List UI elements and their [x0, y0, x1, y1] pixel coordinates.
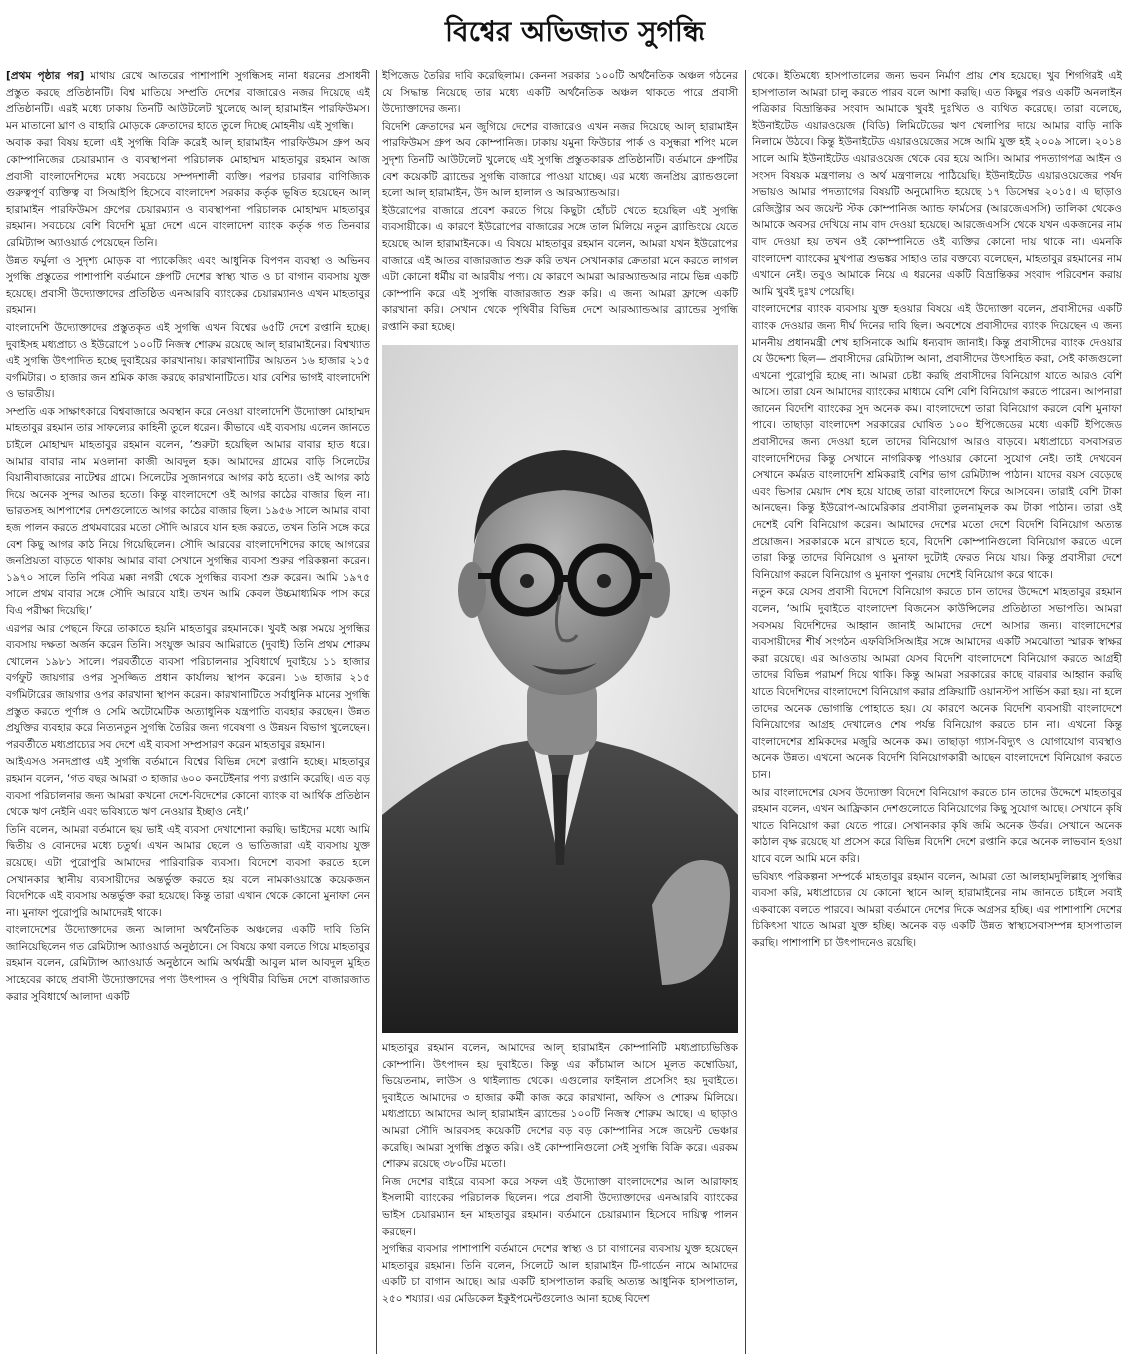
- article-column-1: [6, 68, 370, 1356]
- column-divider: [376, 70, 377, 1354]
- article-paragraph: সুগন্ধির ব্যবসার পাশাপাশি বর্তমানে দেশের স্বাস্থ্য ও চা বাগানের ব্যবসায় যুক্ত হয়েছেন মাহতাবুর রহমান। তিনি বলেন, সিলেটে আল হারামাইন টি-গার্ডেন নামে আমাদের একটি চা বাগান আছে। আর একটি হাসপাতাল করছি অত্যন্ত আধুনিক হাসপাতাল, ২৫০ শয্যার। এর মেডিকেল ইকুইপমেন্টগুলোও আনা হচ্ছে বিদেশ: [382, 1243, 738, 1305]
- article-paragraph: [6, 68, 370, 134]
- portrait-illustration: [382, 345, 738, 1033]
- article-paragraph: এরপর আর পেছনে ফিরে তাকাতে হয়নি মাহতাবুর রহমানকে। খুবই অল্প সময়ে সুগন্ধির ব্যবসায় দক্ষতা অর্জন করেন তিনি। সংযুক্ত আরব আমিরাতে (দুবাই) তিনি প্রথম শোরুম খোলেন ১৯৮১ সালে। পরবর্তীতে ব্যবসা পরিচালনার সুবিধার্থে দুবাইয়ে ১১ হাজার বর্গফুট জায়গার ওপর সুসজ্জিত প্রধান কার্যালয় স্থাপন করেন। ১৬ হাজার ২১৫ বর্গমিটারের জায়গার ওপর কারখানা স্থাপন করেন। কারখানাটিতে সর্বাধুনিক মানের সুগন্ধি প্রস্তুত করতে পূর্ণাঙ্গ ও সেমি অটোমেটিক অত্যাধুনিক যন্ত্রপাতি ব্যবহার করছেন। উন্নত প্রযুক্তির ব্যবহার করে নিত্যনতুন সুগন্ধি তৈরির জন্য গবেষণা ও উন্নয়ন বিভাগ খুলেছেন। পরবর্তীতে মধ্যপ্রাচ্যের সব দেশে এই ব্যবসা সম্প্রসারণ করেন মাহতাবুর রহমান।: [6, 622, 370, 751]
- article-paragraph: তিনি বলেন, আমরা বর্তমানে ছয় ভাই এই ব্যবসা দেখাশোনা করছি। ভাইদের মধ্যে আমি দ্বিতীয় ও বোনদের মধ্যে চতুর্থ। এখন আমার ছেলে ও ভাতিজারা এই ব্যবসায় যুক্ত রয়েছে। এটা পুরোপুরি আমাদের পারিবারিক ব্যবসা। বিদেশে ব্যবসা করতে হলে সেখানকার স্থানীয় ব্যবসায়ীদের অন্তর্ভুক্ত করতে হয় বলে নামকাওয়াস্তে কয়েকজন বিদেশিকে এই ব্যবসায় অন্তর্ভুক্ত করা হয়েছে। কিন্তু তারা এখান থেকে কোনো মুনাফা নেন না। মুনাফা পুরোপুরি আমাদেরই থাকে।: [6, 823, 370, 919]
- column-divider: [745, 70, 746, 1354]
- article-paragraph: নতুন করে যেসব প্রবাসী বিদেশে বিনিয়োগ করতে চান তাদের উদ্দেশে মাহতাবুর রহমান বলেন, ‘আমি দুবাইতে বাংলাদেশ বিজনেস কাউন্সিলের প্রতিষ্ঠাতা সভাপতি। আমরা সবসময় বিদেশিদের আহ্বান জানাই আমাদের দেশে আসার জন্য। বাংলাদেশের ব্যবসায়ীদের শীর্ষ সংগঠন এফবিসিসিআইর সঙ্গে আমাদের একটি সমঝোতা স্মারক স্বাক্ষর করা রয়েছে। এর আওতায় আমরা যেসব বিদেশি বাংলাদেশে বিনিয়োগ করতে আগ্রহী তাদের বিভিন্ন পরামর্শ দিয়ে থাকি। কিন্তু আমরা সরকারের কাছে বারবার আহ্বান করছি যাতে বিদেশিদের বাংলাদেশে বিনিয়োগ করার প্রক্রিয়াটি ওয়ানস্টপ সার্ভিস করা হয়। না হলে তাদের অনেক ভোগান্তি পোহাতে হয়। যে কারণে অনেক বিদেশি ব্যবসায়ী বাংলাদেশে বিনিয়োগের আগ্রহ দেখালেও শেষ পর্যন্ত বিনিয়োগ করতে চান না। এখনো কিন্তু বাংলাদেশের শ্রমিকদের মজুরি অনেক কম। তাছাড়া গ্যাস-বিদ্যুৎ ও যোগাযোগ ব্যবস্থাও অনেক উন্নত। এখনো অনেক বিদেশি বিনিয়োগকারী আছেন বাংলাদেশে বিনিয়োগ করতে চান।: [752, 586, 1122, 781]
- article-paragraph: মাহতাবুর রহমান বলেন, আমাদের আল্‌ হারামাইন কোম্পানিটি মধ্যপ্রাচ্যভিত্তিক কোম্পানি। উৎপাদন হয় দুবাইতে। কিন্তু এর কাঁচামাল আসে মূলত কম্বোডিয়া, ভিয়েতনাম, লাউস ও থাইল্যান্ড থেকে। এগুলোর ফাইনাল প্রসেসিং হয় দুবাইতে। দুবাইতে আমাদের ৩ হাজার কর্মী কাজ করে কারখানা, অফিস ও শোরুম মিলিয়ে। মধ্যপ্রাচ্যে আমাদের আল্‌ হারামাইন ব্র্যান্ডের ১০০টি নিজস্ব শোরুম আছে। এ ছাড়াও আমরা সৌদি আরবসহ কয়েকটি দেশের বড় বড় কোম্পানির সঙ্গে জয়েন্ট ভেঞ্চার করেছি। আমরা সুগন্ধি প্রস্তুত করি। ওই কোম্পানিগুলো সেই সুগন্ধি বিক্রি করে। এরকম শোরুম রয়েছে ৩৮০টির মতো।: [382, 1042, 738, 1171]
- article-paragraph: আইএসও সনদপ্রাপ্ত এই সুগন্ধি বর্তমানে বিশ্বের বিভিন্ন দেশে রপ্তানি হচ্ছে। মাহতাবুর রহমান বলেন, ‘গত বছর আমরা ৩ হাজার ৬০০ কনটেইনার পণ্য রপ্তানি করেছি। এত বড় ব্যবসা পরিচালনার জন্য আমরা কখনো দেশে-বিদেশের কোনো ব্যাংক বা আর্থিক প্রতিষ্ঠান থেকে ঋণ নেইনি এবং ভবিষ্যতে ঋণ নেওয়ার ইচ্ছাও নেই।’: [6, 756, 370, 819]
- article-paragraph: বাংলাদেশি উদ্যোক্তাদের প্রস্তুতকৃত এই সুগন্ধি এখন বিশ্বের ৬৫টি দেশে রপ্তানি হচ্ছে। দুবাইসহ মধ্যপ্রাচ্য ও ইউরোপে ১০০টি নিজস্ব শোরুম রয়েছে আল্‌ হারামাইনের। বিশ্বখ্যাত এই সুগন্ধি উৎপাদিত হচ্ছে দুবাইয়ের কারখানায়। কারখানাটির আয়তন ১৬ হাজার ২১৫ বর্গমিটার। ৩ হাজার জন শ্রমিক কাজ করছে কারখানাটিতে। যার বেশির ভাগই বাংলাদেশি ও ভারতীয়।: [6, 321, 370, 401]
- article-paragraph: সম্প্রতি এক সাক্ষাৎকারে বিশ্ববাজারে অবস্থান করে নেওয়া বাংলাদেশি উদ্যোক্তা মোহাম্মদ মাহতাবুর রহমান তার সাফল্যের কাহিনী তুলে ধরেন। কীভাবে এই ব্যবসায় এলেন জানতে চাইলে মোহাম্মদ মাহতাবুর রহমান বলেন, ‘শুরুটা হয়েছিল আমার বাবার হাত ধরে। আমার বাবার নাম মওলানা কাজী আবদুল হক। আমাদের গ্রামের বাড়ি সিলেটের বিয়ানীবাজারের নাটেশ্বর গ্রামে। সিলেটের সুজানগরে আগর কাঠ হতো। ওই আগর কাঠ দিয়ে অনেক সুন্দর আতর হতো। কিন্তু বাংলাদেশে ওই আগর কাঠের বাজার ছিল না। ভারতসহ আশপাশের দেশগুলোতে আগর কাঠের বাজার ছিল। ১৯৫৬ সালে আমার বাবা হজ পালন করতে প্রথমবারের মতো সৌদি আরবে যান হজ করতে, তখন তিনি সঙ্গে করে বেশ কিছু আগর কাঠ নিয়ে গিয়েছিলেন। সৌদি আরবের বাংলাদেশিদের কাছে আগরের জনপ্রিয়তা বাড়তে থাকায় আমার বাবা সেখানে সুগন্ধির ব্যবসা শুরুর পরিকল্পনা করেন। ১৯৭০ সালে তিনি পবিত্র মক্কা নগরী থেকে সুগন্ধির ব্যবসা শুরু করেন। আমি ১৯৭৫ সালে প্রথম বাবার সঙ্গে সৌদি আরবে যাই। তখন আমি কেবল উচ্চমাধ্যমিক পাস করে বিএ পরীক্ষা দিয়েছি।’: [6, 405, 370, 617]
- article-paragraph: উন্নত ফর্মুলা ও সুদৃশ্য মোড়ক বা প্যাকেজিং এবং আধুনিক বিপণন ব্যবস্থা ও অভিনব সুগন্ধি প্রস্তুতের পাশাপাশি বর্তমানে গ্রুপটি দেশের স্বাস্থ্য খাত ও চা বাগান ব্যবসায় যুক্ত হয়েছে। প্রবাসী উদ্যোক্তাদের প্রতিষ্ঠিত এনআরবি ব্যাংকের চেয়ারম্যানও এখন মাহতাবুর রহমান।: [6, 254, 370, 317]
- article-column-3: [752, 68, 1122, 1356]
- article-paragraph: বাংলাদেশের উদ্যোক্তাদের জন্য আলাদা অর্থনৈতিক অঞ্চলের একটি দাবি তিনি জানিয়েছিলেন গত রেমিট্যান্স অ্যাওয়ার্ড অনুষ্ঠানে। সে বিষয়ে কথা বলতে গিয়ে মাহতাবুর রহমান বলেন, রেমিট্যান্স অ্যাওয়ার্ড অনুষ্ঠানে আমি অর্থমন্ত্রী আবুল মাল আবদুল মুহিত সাহেবের কাছে প্রবাসী উদ্যোক্তাদের পণ্য উৎপাদন ও পৃথিবীর বিভিন্ন দেশে বাজারজাত করার সুবিধার্থে আলাদা একটি: [6, 924, 370, 1003]
- portrait-photo: [382, 345, 738, 1033]
- paragraph-text: মাথায় রেখে আতরের পাশাপাশি সুগন্ধিসহ নানা ধরনের প্রসাধনী প্রস্তুত করছে প্রতিষ্ঠানটি। বিশ্ব মাতিয়ে সম্প্রতি দেশের বাজারেও নজর দিয়েছে এই প্রতিষ্ঠানটি। এরই মধ্যে ঢাকায় তিনটি আউটলেট খুলেছে আল্‌ হারামাইন পারফিউমস। মন মাতানো ঘ্রাণ ও বাহারি মোড়কে ক্রেতাদের হাতে তুলে দিচ্ছে মোহনীয় এই সুগন্ধি।: [6, 70, 370, 132]
- article-column-2-bottom: [382, 1040, 738, 1356]
- article-paragraph: অবাক করা বিষয় হলো এই সুগন্ধি বিক্রি করেই আল্‌ হারামাইন পারফিউমস গ্রুপ অব কোম্পানিজের চেয়ারম্যান ও ব্যবস্থাপনা পরিচালক মোহাম্মদ মাহতাবুর রহমান আজ প্রবাসী বাংলাদেশিদের মধ্যে সবচেয়ে সম্পদশালী ব্যক্তি। পরপর চারবার বাণিজ্যিক গুরুত্বপূর্ণ ব্যক্তিত্ব বা সিআইপি হিসেবে বাংলাদেশ সরকার কর্তৃক ভূষিত হয়েছেন আল্‌ হারামাইন পারফিউমস গ্রুপের চেয়ারম্যান ও ব্যবস্থাপনা পরিচালক মোহাম্মদ মাহতাবুর রহমান। সবচেয়ে বেশি বিদেশি মুদ্রা দেশে এনে বাংলাদেশ ব্যাংক কর্তৃক গত তিনবার রেমিট্যান্স অ্যাওয়ার্ড পেয়েছেন তিনি।: [6, 137, 370, 249]
- article-paragraph: বাংলাদেশের ব্যাংক ব্যবসায় যুক্ত হওয়ার বিষয়ে এই উদ্যোক্তা বলেন, প্রবাসীদের একটি ব্যাংক দেওয়ার জন্য দীর্ঘ দিনের দাবি ছিল। অবশেষে প্রবাসীদের ব্যাংক দিয়েছেন এ জন্য মাননীয় প্রধানমন্ত্রী শেখ হাসিনাকে আমি ধন্যবাদ জানাই। কিন্তু প্রবাসীদের ব্যাংক দেওয়ার যে উদ্দেশ্য ছিল— প্রবাসীদের রেমিট্যান্স আনা, প্রবাসীদের উৎসাহিত করা, সেই কাজগুলো এখনো পুরোপুরি হচ্ছে না। আমরা চেষ্টা করছি প্রবাসীদের বিনিয়োগ যাতে আরও বেশি আসে। তারা যেন আমাদের ব্যাংকের মাধ্যমে বেশি বেশি বিনিয়োগ করতে পারেন। আপনারা জানেন বিদেশি ব্যাংকের সুদ অনেক কম। বাংলাদেশে তারা বিনিয়োগ করলে বেশি মুনাফা পাবে। তাছাড়া বাংলাদেশ সরকারের ঘোষিত ১০০ ইপিজেডের মধ্যে একটি ইপিজেড প্রবাসীদের জন্য দেওয়া হলে তাদের বিনিয়োগ আরও বাড়বে। মধ্যপ্রাচ্যে বসবাসরত বাংলাদেশিদের কিন্তু সেখানে নাগরিকত্ব পাওয়ার কোনো সুযোগ নেই। তাই দেখবেন সেখানে কর্মরত বাংলাদেশি শ্রমিকরাই বেশির ভাগ রেমিট্যান্স পাঠান। যাদের বয়স বেড়েছে এবং ভিসার মেয়াদ শেষ হয়ে যাচ্ছে তারা বাংলাদেশে ফিরে আসবেন। তারাই বেশি টাকা আনছেন। কিন্তু ইউরোপ-আমেরিকার প্রবাসীরা তুলনামূলক কম টাকা পাঠান। তারা ওই দেশেই বেশি বিনিয়োগ করেন। আমাদের দেশের মতো দেশে বিদেশি বিনিয়োগ অত্যন্ত প্রয়োজন। সরকারকে মনে রাখতে হবে, বিদেশি কোম্পানিগুলো বিনিয়োগ করতে এলে তারা কিন্তু তাদের বিনিয়োগ ও মুনাফা দুটোই ফেরত নিয়ে যায়। কিন্তু প্রবাসীরা দেশে বিনিয়োগ করলে বিনিয়োগ ও মুনাফা পুনরায় দেশেই বিনিয়োগ করে থাকে।: [752, 303, 1122, 581]
- article-paragraph: ইপিজেড তৈরির দাবি করেছিলাম। কেননা সরকার ১০০টি অর্থনৈতিক অঞ্চল গঠনের যে সিদ্ধান্ত নিয়েছে তার মধ্যে একটি অর্থনৈতিক অঞ্চল থাকতে পারে প্রবাসী উদ্যোক্তাদের জন্য।: [382, 70, 738, 116]
- article-paragraph: নিজ দেশের বাইরে ব্যবসা করে সফল এই উদ্যোক্তা বাংলাদেশের আল আরাফাহ ইসলামী ব্যাংকের পরিচালক ছিলেন। পরে প্রবাসী উদ্যোক্তাদের এনআরবি ব্যাংকের ভাইস চেয়ারম্যান হন মাহতাবুর রহমান। বর্তমানে চেয়ারম্যান হিসেবে দায়িত্ব পালন করছেন।: [382, 1175, 738, 1238]
- continuation-tag: [প্রথম পৃষ্ঠার পর]: [6, 70, 85, 82]
- article-paragraph: বিদেশি ক্রেতাদের মন জুগিয়ে দেশের বাজারেও এখন নজর দিয়েছে আল্‌ হারামাইন পারফিউমস গ্রুপ অব কোম্পানিজ। ঢাকায় যমুনা ফিউচার পার্ক ও বসুন্ধরা শপিং মলে সুদৃশ্য তিনটি আউটলেট খুলেছে এই সুগন্ধি প্রস্তুতকারক প্রতিষ্ঠানটি। বর্তমানে গ্রুপটির বেশ কয়েকটি ব্র্যান্ডের সুগন্ধি বাজারে পাওয়া যাচ্ছে। এর মধ্যে জনপ্রিয় ব্র্যান্ডগুলো হলো আল্‌ হারামাইন, উদ আল হালাল ও আরঅ্যান্ডআর।: [382, 120, 738, 200]
- article-paragraph: ভবিষ্যৎ পরিকল্পনা সম্পর্কে মাহতাবুর রহমান বলেন, আমরা তো আলহামদুলিল্লাহ সুগন্ধির ব্যবসা করি, মধ্যপ্রাচ্যের যে কোনো স্থানে আল্‌ হারামাইনের নাম জানতে চাইলে সবাই একবাক্যে বলতে পারবে। আমরা বর্তমানে দেশের দিকে অগ্রসর হচ্ছি। এর পাশাপাশি দেশের চিকিৎসা খাতে আমরা যুক্ত হচ্ছি। অনেক বড় একটি উন্নত স্বাস্থ্যসেবাসম্পন্ন হাসপাতাল করছি। পাশাপাশি চা উৎপাদনেও রয়েছি।: [752, 870, 1122, 949]
- article-paragraph: ইউরোপের বাজারে প্রবেশ করতে গিয়ে কিছুটা হোঁচট খেতে হয়েছিল এই সুগন্ধি ব্যবসায়ীকে। এ কারণে ইউরোপের বাজারের সঙ্গে তাল মিলিয়ে নতুন ব্র্যান্ডিংয়ে যেতে হয়েছে আল হারামাইনকে। এ বিষয়ে মাহতাবুর রহমান বলেন, আমরা যখন ইউরোপের বাজারে এই আতর বাজারজাত শুরু করি তখন সেখানকার ক্রেতারা মনে করতে লাগল এটা কোনো ধর্মীয় বা আরবীয় পণ্য। যে কারণে আমরা আরঅ্যান্ডআর নামে ভিন্ন একটি কোম্পানি করে এই সুগন্ধি বাজারজাত শুরু করি। এ জন্য আমরা ফ্রান্সে একটি কারখানা করি। সেখান থেকে পৃথিবীর বিভিন্ন দেশে আরঅ্যান্ডআর ব্র্যান্ডের সুগন্ধি রপ্তানি করা হচ্ছে।: [382, 204, 738, 333]
- article-paragraph: আর বাংলাদেশের যেসব উদ্যোক্তা বিদেশে বিনিয়োগ করতে চান তাদের উদ্দেশে মাহতাবুর রহমান বলেন, এখন আফ্রিকান দেশগুলোতে বিনিয়োগের কিছু সুযোগ আছে। সেখানে কৃষি খাতে বিনিয়োগ করা যেতে পারে। সেখানকার কৃষি জমি অনেক উর্বর। সেখানে অনেক কাঠাল বৃক্ষ রয়েছে যা প্রসেস করে বিভিন্ন বিদেশি দেশে রপ্তানি করে অনেক লাভবান হওয়া যাবে বলে আমি মনে করি।: [752, 786, 1122, 865]
- headline-area: [0, 0, 1131, 58]
- article-headline: বিশ্বের অভিজাত সুগন্ধি: [444, 15, 706, 48]
- article-column-2-top: [382, 68, 738, 338]
- article-paragraph: থেকে। ইতিমধ্যে হাসপাতালের জন্য ভবন নির্মাণ প্রায় শেষ হয়েছে। খুব শিগগিরই এই হাসপাতাল আমরা চালু করতে পারব বলে আশা করছি। এত কিছুর পরও একটি অনলাইন পত্রিকার বিভ্রান্তিকর সংবাদ আমাকে খুবই দুঃখিত ও ব্যথিত করেছে। তারা বলেছে, ইউনাইটেড এয়ারওয়েজ (বিডি) লিমিটেডের ঋণ খেলাপির দায়ে আমার বাড়ি নাকি নিলামে উঠবে। কিন্তু ইউনাইটেড এয়ারওয়েজের সঙ্গে আমি যুক্ত হই ২০০৯ সালে। ২০১৪ সালে আমি ইউনাইটেড এয়ারওয়েজ থেকে বের হয়ে আসি। আমার পদত্যাগপত্র আইন ও সংসদ বিষয়ক মন্ত্রণালয় ও অর্থ মন্ত্রণালয়ে পাঠিয়েছি। ইউনাইটেড এয়ারওয়েজের পর্ষদ সভায়ও আমার পদত্যাগের বিষয়টি অনুমোদিত হয়েছে ১৭ ডিসেম্বর ২০১৫। এ ছাড়াও রেজিস্ট্রার অব জয়েন্ট স্টক কোম্পানিজ অ্যান্ড ফার্মসের (আরজেএসসি) তালিকা থেকেও আমাকে অবসর দেখিয়ে নাম বাদ দেওয়া হয়েছে। আরজেএসসি থেকে যখন একজনের নাম বাদ দেওয়া হয় তখন ওই কোম্পানিতে ওই ব্যক্তির কোনো দায় থাকে না। এমনকি বাংলাদেশ ব্যাংকের মুখপাত্র শুভঙ্কর সাহাও তার বক্তব্যে বলেছেন, মাহতাবুর রহমানের নাম এখানে নেই। তবুও আমাকে নিয়ে এ ধরনের একটি বিভ্রান্তিকর সংবাদ পরিবেশন করায় আমি খুবই দুঃখ পেয়েছি।: [752, 70, 1122, 298]
